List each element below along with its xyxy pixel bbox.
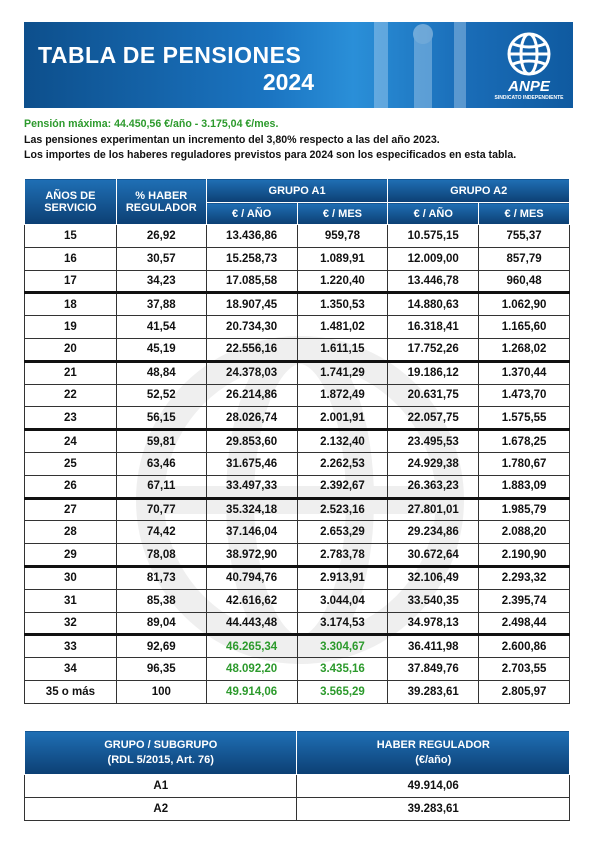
years-cell: 30	[25, 566, 117, 589]
haber-cell: 45,19	[116, 338, 206, 361]
a2-year-cell: 34.978,13	[388, 612, 479, 635]
summary-header-group	[25, 731, 297, 775]
header-banner	[24, 22, 573, 108]
years-cell: 21	[25, 361, 117, 384]
years-cell: 31	[25, 589, 117, 612]
years-cell: 27	[25, 498, 117, 521]
a2-month-cell: 1.780,67	[479, 452, 570, 475]
summary-header-group-title: GRUPO / SUBGRUPO	[104, 738, 218, 751]
a1-year-cell: 35.324,18	[206, 498, 297, 521]
a2-year-cell: 19.186,12	[388, 361, 479, 384]
years-cell: 20	[25, 338, 117, 361]
a1-year-cell: 44.443,48	[206, 612, 297, 635]
a1-year-cell: 22.556,16	[206, 338, 297, 361]
a2-month-cell: 960,48	[479, 270, 570, 293]
years-cell: 35 o más	[25, 680, 117, 703]
haber-cell: 89,04	[116, 612, 206, 635]
header-group-a1: GRUPO A1	[206, 179, 388, 203]
header-a2-month: € / MES	[479, 203, 570, 225]
pension-table	[24, 178, 570, 704]
table-row	[25, 247, 570, 270]
haber-cell: 74,42	[116, 521, 206, 544]
a2-year-cell: 27.801,01	[388, 498, 479, 521]
a2-month-cell: 1.883,09	[479, 475, 570, 498]
a2-month-cell: 1.473,70	[479, 384, 570, 407]
a2-year-cell: 10.575,15	[388, 225, 479, 248]
a2-year-cell: 36.411,98	[388, 635, 479, 658]
header-group-a2: GRUPO A2	[388, 179, 570, 203]
a2-month-cell: 2.293,32	[479, 566, 570, 589]
years-cell: 32	[25, 612, 117, 635]
a2-month-cell: 1.165,60	[479, 316, 570, 339]
a1-month-cell: 3.304,67	[297, 635, 388, 658]
table-row	[25, 407, 570, 430]
haber-cell: 59,81	[116, 430, 206, 453]
a2-year-cell: 24.929,38	[388, 452, 479, 475]
header-years: AÑOS DE SERVICIO	[25, 179, 117, 225]
years-cell: 23	[25, 407, 117, 430]
table-row	[25, 658, 570, 681]
header-haber: % HABER REGULADOR	[116, 179, 206, 225]
a2-year-cell: 29.234,86	[388, 521, 479, 544]
table-row	[25, 430, 570, 453]
a2-year-cell: 12.009,00	[388, 247, 479, 270]
table-row	[25, 293, 570, 316]
haber-cell: 81,73	[116, 566, 206, 589]
summary-header-group-sub: (RDL 5/2015, Art. 76)	[107, 753, 214, 766]
a1-month-cell: 2.392,67	[297, 475, 388, 498]
summary-header-haber-title: HABER REGULADOR	[376, 738, 490, 751]
a1-month-cell: 1.611,15	[297, 338, 388, 361]
years-cell: 34	[25, 658, 117, 681]
a1-year-cell: 24.378,03	[206, 361, 297, 384]
table-row	[25, 338, 570, 361]
a2-month-cell: 1.370,44	[479, 361, 570, 384]
intro-line-increment: Las pensiones experimentan un incremento del 3,80% respecto a las del año 2023.	[24, 133, 440, 146]
a2-year-cell: 20.631,75	[388, 384, 479, 407]
a1-month-cell: 3.044,04	[297, 589, 388, 612]
a2-month-cell: 1.062,90	[479, 293, 570, 316]
table-row	[25, 225, 570, 248]
a1-year-cell: 40.794,76	[206, 566, 297, 589]
a2-year-cell: 39.283,61	[388, 680, 479, 703]
years-cell: 33	[25, 635, 117, 658]
a1-year-cell: 38.972,90	[206, 544, 297, 567]
a2-year-cell: 23.495,53	[388, 430, 479, 453]
a2-month-cell: 2.498,44	[479, 612, 570, 635]
haber-cell: 67,11	[116, 475, 206, 498]
table-row	[25, 680, 570, 703]
a2-year-cell: 32.106,49	[388, 566, 479, 589]
a2-year-cell: 16.318,41	[388, 316, 479, 339]
a2-month-cell: 2.600,86	[479, 635, 570, 658]
table-row	[25, 566, 570, 589]
a2-year-cell: 14.880,63	[388, 293, 479, 316]
summary-haber-cell: 39.283,61	[297, 798, 570, 821]
years-cell: 19	[25, 316, 117, 339]
a1-month-cell: 2.913,91	[297, 566, 388, 589]
a1-month-cell: 1.481,02	[297, 316, 388, 339]
a2-month-cell: 857,79	[479, 247, 570, 270]
a2-month-cell: 2.395,74	[479, 589, 570, 612]
a2-year-cell: 30.672,64	[388, 544, 479, 567]
a1-month-cell: 1.741,29	[297, 361, 388, 384]
a2-month-cell: 2.805,97	[479, 680, 570, 703]
a1-year-cell: 49.914,06	[206, 680, 297, 703]
a1-year-cell: 42.616,62	[206, 589, 297, 612]
table-row	[25, 521, 570, 544]
a1-year-cell: 37.146,04	[206, 521, 297, 544]
a2-month-cell: 1.678,25	[479, 430, 570, 453]
a2-month-cell: 1.985,79	[479, 498, 570, 521]
a1-month-cell: 959,78	[297, 225, 388, 248]
a2-year-cell: 37.849,76	[388, 658, 479, 681]
page-title-year: 2024	[262, 69, 314, 95]
a1-year-cell: 17.085,58	[206, 270, 297, 293]
a1-year-cell: 31.675,46	[206, 452, 297, 475]
logo-subtitle: SINDICATO INDEPENDIENTE	[494, 95, 564, 101]
a2-year-cell: 22.057,75	[388, 407, 479, 430]
table-row	[25, 270, 570, 293]
header-a1-month: € / MES	[297, 203, 388, 225]
page-title: TABLA DE PENSIONES	[38, 42, 302, 68]
max-pension: Pensión máxima: 44.450,56 €/año - 3.175,04 €/mes.	[24, 118, 279, 130]
summary-row	[25, 798, 570, 821]
a1-year-cell: 15.258,73	[206, 247, 297, 270]
pension-table-body	[25, 225, 570, 704]
haber-cell: 70,77	[116, 498, 206, 521]
a1-year-cell: 33.497,33	[206, 475, 297, 498]
haber-cell: 92,69	[116, 635, 206, 658]
a2-month-cell: 2.190,90	[479, 544, 570, 567]
logo-name: ANPE	[508, 78, 550, 95]
haber-cell: 100	[116, 680, 206, 703]
table-row	[25, 635, 570, 658]
haber-cell: 37,88	[116, 293, 206, 316]
years-cell: 22	[25, 384, 117, 407]
header-a1-year: € / AÑO	[206, 203, 297, 225]
a2-year-cell: 13.446,78	[388, 270, 479, 293]
a1-month-cell: 1.089,91	[297, 247, 388, 270]
summary-row	[25, 775, 570, 798]
a1-year-cell: 18.907,45	[206, 293, 297, 316]
table-row	[25, 475, 570, 498]
a1-month-cell: 2.523,16	[297, 498, 388, 521]
a1-year-cell: 28.026,74	[206, 407, 297, 430]
a1-month-cell: 2.783,78	[297, 544, 388, 567]
a1-month-cell: 3.174,53	[297, 612, 388, 635]
haber-cell: 48,84	[116, 361, 206, 384]
table-row	[25, 589, 570, 612]
table-row	[25, 361, 570, 384]
a2-month-cell: 1.575,55	[479, 407, 570, 430]
a1-month-cell: 1.220,40	[297, 270, 388, 293]
a1-month-cell: 2.653,29	[297, 521, 388, 544]
a1-year-cell: 29.853,60	[206, 430, 297, 453]
a1-year-cell: 46.265,34	[206, 635, 297, 658]
a2-year-cell: 33.540,35	[388, 589, 479, 612]
a1-year-cell: 13.436,86	[206, 225, 297, 248]
haber-cell: 63,46	[116, 452, 206, 475]
a2-month-cell: 2.703,55	[479, 658, 570, 681]
summary-table	[24, 730, 570, 821]
haber-cell: 56,15	[116, 407, 206, 430]
a2-month-cell: 1.268,02	[479, 338, 570, 361]
haber-cell: 96,35	[116, 658, 206, 681]
intro-line-amounts: Los importes de los haberes reguladores previstos para 2024 son los especificados en esta tabla.	[24, 149, 517, 161]
haber-cell: 52,52	[116, 384, 206, 407]
years-cell: 26	[25, 475, 117, 498]
header-a2-year: € / AÑO	[388, 203, 479, 225]
haber-cell: 26,92	[116, 225, 206, 248]
a1-year-cell: 26.214,86	[206, 384, 297, 407]
table-row	[25, 612, 570, 635]
summary-group-cell: A1	[25, 775, 297, 798]
a1-month-cell: 2.262,53	[297, 452, 388, 475]
a2-year-cell: 26.363,23	[388, 475, 479, 498]
a1-month-cell: 3.435,16	[297, 658, 388, 681]
a1-month-cell: 1.350,53	[297, 293, 388, 316]
summary-header-haber-sub: (€/año)	[415, 753, 452, 766]
a1-year-cell: 48.092,20	[206, 658, 297, 681]
years-cell: 17	[25, 270, 117, 293]
table-row	[25, 316, 570, 339]
haber-cell: 30,57	[116, 247, 206, 270]
years-cell: 29	[25, 544, 117, 567]
years-cell: 15	[25, 225, 117, 248]
a1-month-cell: 1.872,49	[297, 384, 388, 407]
years-cell: 18	[25, 293, 117, 316]
table-row	[25, 384, 570, 407]
years-cell: 16	[25, 247, 117, 270]
a2-month-cell: 2.088,20	[479, 521, 570, 544]
a2-month-cell: 755,37	[479, 225, 570, 248]
years-cell: 25	[25, 452, 117, 475]
years-cell: 28	[25, 521, 117, 544]
summary-header-haber	[297, 731, 570, 775]
haber-cell: 41,54	[116, 316, 206, 339]
a1-month-cell: 2.132,40	[297, 430, 388, 453]
haber-cell: 78,08	[116, 544, 206, 567]
intro-text	[24, 117, 579, 164]
haber-cell: 85,38	[116, 589, 206, 612]
summary-group-cell: A2	[25, 798, 297, 821]
a1-month-cell: 2.001,91	[297, 407, 388, 430]
table-row	[25, 452, 570, 475]
summary-haber-cell: 49.914,06	[297, 775, 570, 798]
a2-year-cell: 17.752,26	[388, 338, 479, 361]
haber-cell: 34,23	[116, 270, 206, 293]
table-row	[25, 498, 570, 521]
table-row	[25, 544, 570, 567]
lighthouse-decoration-icon	[354, 22, 494, 108]
a1-year-cell: 20.734,30	[206, 316, 297, 339]
years-cell: 24	[25, 430, 117, 453]
a1-month-cell: 3.565,29	[297, 680, 388, 703]
